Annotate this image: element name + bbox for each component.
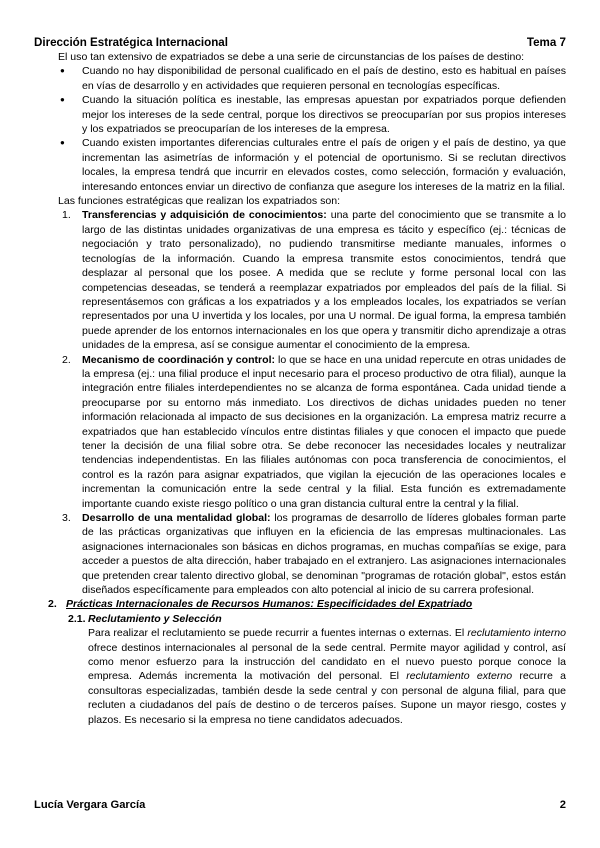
page-footer [34,798,566,812]
term-internal-recruitment: reclutamiento interno [467,627,567,640]
functions-list [34,208,566,597]
footer-author: Lucía Vergara García [34,799,146,811]
function-text: lo que se hace en una unidad repercute en otras unidades de la empresa (ej.: una filial produce el input necesario para el proceso productivo de otra filial), aunque la integración entre filiales interdependientes no se alcanza de forma espontánea. Cada unidad tiende a preocuparse por su entorno más inmediato. Los directivos de dichas unidades pueden no tener información relacionada al impacto de sus decisiones en la organización. La empresa matriz recurre a expatriados que han establecido vínculos entre distintas filiales y que conocen el impacto que puede tener la decisión de una filial sobre otra. Se debe reconocer las necesidades locales y neutralizar tendencias independentistas. En las filiales autónomas con poca transferencia de conocimientos, el control es la razón para asignar expatriados, que vigilan la ejecución de las operaciones locales e incrementan la comunicación entre la sede central y la filial. Esta función es extremadamente importante cuando existe riesgo político o una gran distancia cultural entre la central y la filial. [82,353,566,510]
subsection-heading [68,612,566,626]
intro-paragraph: El uso tan extensivo de expatriados se debe a una serie de circunstancias de los países de destino: [58,51,525,63]
subsection-title: Reclutamiento y Selección [88,612,222,625]
footer-page-number: 2 [559,799,566,811]
bullet-item: ● Cuando existen importantes diferencias culturales entre el país de origen y el país de destino, ya que incrementan las asimetrías de información y el potencial de oportunismo. Si se reclutan directivos locales, la empresa tendrá que incurrir en elevados costes, como selección, formación y evaluación, interesando entonces enviar un directivo de confianza que asegure los intereses de la matriz en la filial. [82,136,566,194]
term-external-recruitment: reclutamiento externo [406,670,513,683]
section-number: 2. [48,598,57,611]
function-item [62,511,566,597]
paragraph-text: Para realizar el reclutamiento se puede recurrir a fuentes internas o externas. El [88,627,468,640]
function-item [62,208,566,352]
function-title: Desarrollo de una mentalidad global: [82,512,271,524]
header-topic: Tema 7 [526,36,566,49]
bullet-item: ● Cuando no hay disponibilidad de personal cualificado en el país de destino, esto es habitual en países en vías de desarrollo y en actividades que requieren personal en tecnologías específicas. [82,64,566,93]
subsection-number: 2.1. [68,612,86,625]
function-title: Transferencias y adquisición de conocimientos: [82,209,327,222]
section-title: Prácticas Internacionales de Recursos Humanos: Especificidades del Expatriado [66,598,473,611]
function-number: 2. [62,353,71,366]
recruitment-paragraph [88,626,566,727]
header-course-title: Dirección Estratégica Internacional [34,36,228,49]
section-heading [48,597,566,611]
function-item [62,353,566,511]
function-title: Mecanismo de coordinación y control: [82,353,276,366]
function-number: 1. [62,209,71,222]
functions-intro: Las funciones estratégicas que realizan los expatriados son: [58,195,341,208]
paragraph-text: ofrece destinos internacionales al personal de la sede central. Permite mayor agilidad y control, así como menor esfuerzo para la instrucción del candidato en el nuevo puesto porque conoce la empresa. Además incrementa la motivación del personal. El [88,641,566,683]
page-header [34,36,566,50]
function-text: los programas de desarrollo de líderes globales forman parte de las prácticas organizativas que influyen en la eficiencia de las empresas multinacionales. Las asignaciones internacionales son básicas en dichos programas, en muchas compañías se exige, para acceder a puestos de alta dirección, haber trabajado en el extranjero. Las asignaciones internacionales que pretenden crear talento directivo global, se denominan "programas de rotación global", estos están diseñados específicamente para empleados con alto potencial al inicio de su carrera profesional. [82,512,566,597]
function-number: 3. [62,512,71,524]
function-text: una parte del conocimiento que se transmite a lo largo de las distintas unidades organizativas de una empresa es tácito y específico (ej.: técnicas de negociación y trato personalizado), no pudiendo transmitirse mediante manuales, informes o tecnologías de la información. Cuando la empresa transmite estos conocimientos, tendrá que desplazar al personal que los posee. A medida que se reclute y forme personal local con las competencias deseadas, se tenderá a reemplazar expatriados por empleados del país de la filial. Si representásemos con gráficas a los expatriados y a los empleados locales, los expatriados se verían representados por una U invertida y los locales, por una U normal. De igual forma, la empresa también puede aprender de los entornos internacionales en los que opera y transmitir dicho aprendizaje a otras unidades de la empresa, así se consigue aumentar el conocimiento de la empresa. [82,209,566,352]
bullet-item: ● Cuando la situación política es inestable, las empresas apuestan por expatriados porque defienden mejor los intereses de la sede central, porque los directivos se preocuparían por sus propios intereses y los expatriados se preocuparían de los intereses de la empresa. [82,93,566,136]
page-content [34,50,566,727]
paragraph-text: recurre a consultoras especializadas, también desde la sede central y con personal de alguna filial, para que recluten a ciudadanos del país de destino o de terceros países. Supone un mayor riesgo, costes y plazos. Es necesario si la empresa no tiene candidatos adecuados. [88,670,566,726]
circumstances-list [34,64,566,194]
